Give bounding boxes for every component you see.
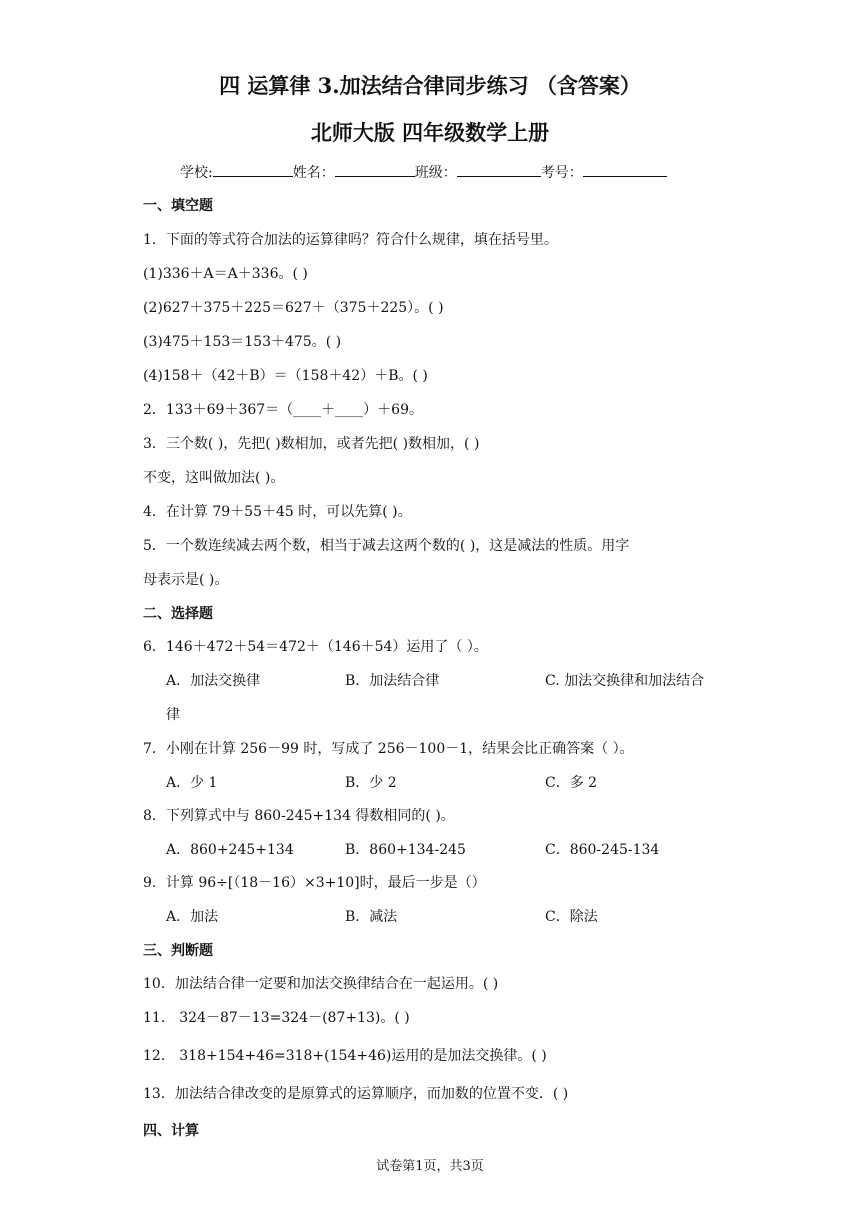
student-info-line bbox=[180, 162, 667, 183]
question-9-option-b[interactable]: B．减法 bbox=[345, 909, 398, 925]
question-10: 10．加法结合律一定要和加法交换律结合在一起运用。( ) bbox=[143, 976, 499, 992]
question-6-option-a[interactable]: A．加法交换律 bbox=[166, 673, 261, 689]
class-blank[interactable] bbox=[457, 162, 541, 177]
question-8-option-a[interactable]: A．860+245+134 bbox=[166, 842, 294, 858]
question-8-option-c[interactable]: C．860-245-134 bbox=[545, 842, 660, 858]
name-blank[interactable] bbox=[335, 162, 415, 177]
section-calculation: 四、计算 bbox=[143, 1123, 199, 1139]
exam-no-blank[interactable] bbox=[583, 162, 667, 177]
class-label: 班级： bbox=[414, 165, 457, 181]
question-7-option-c[interactable]: C．多 2 bbox=[545, 775, 598, 791]
question-8: 8．下列算式中与 860-245+134 得数相同的( )。 bbox=[143, 808, 455, 824]
section-fill-in: 一、填空题 bbox=[143, 198, 213, 214]
question-1-1: (1)336＋A＝A＋336。( ) bbox=[143, 266, 308, 282]
question-5-line-1: 5．一个数连续减去两个数，相当于减去这两个数的( )，这是减法的性质。用字 bbox=[143, 538, 630, 554]
question-6: 6．146＋472＋54＝472＋（146＋54）运用了（ ）。 bbox=[143, 639, 488, 655]
question-6-option-b[interactable]: B．加法结合律 bbox=[345, 673, 440, 689]
school-label: 学校: bbox=[180, 165, 213, 181]
question-7-option-b[interactable]: B．少 2 bbox=[345, 775, 397, 791]
question-12: 12． 318+154+46=318+(154+46)运用的是加法交换律。( ) bbox=[143, 1048, 547, 1064]
question-3-line-2: 不变，这叫做加法( )。 bbox=[143, 470, 285, 486]
question-7: 7．小刚在计算 256－99 时，写成了 256－100－1，结果会比正确答案（ ）。 bbox=[143, 741, 634, 757]
question-2: 2．133＋69＋367＝（____＋____）＋69。 bbox=[143, 402, 423, 418]
section-judgment: 三、判断题 bbox=[143, 943, 213, 959]
question-4: 4．在计算 79＋55＋45 时，可以先算( )。 bbox=[143, 504, 412, 520]
name-label: 姓名： bbox=[292, 165, 335, 181]
school-blank[interactable] bbox=[213, 162, 293, 177]
question-1-2: (2)627＋375＋225＝627＋（375＋225）。( ) bbox=[143, 300, 444, 316]
question-13: 13．加法结合律改变的是原算式的运算顺序，而加数的位置不变．( ) bbox=[143, 1086, 569, 1102]
question-9-option-a[interactable]: A．加法 bbox=[166, 909, 219, 925]
question-3-line-1: 3．三个数( )，先把( )数相加，或者先把( )数相加，( ) bbox=[143, 436, 480, 452]
document-subtitle: 北师大版 四年级数学上册 bbox=[310, 120, 550, 145]
question-9: 9．计算 96÷[（18－16）×3+10]时，最后一步是（） bbox=[143, 875, 486, 891]
question-9-option-c[interactable]: C．除法 bbox=[545, 909, 598, 925]
question-6-option-c-wrap: 律 bbox=[166, 707, 180, 723]
question-5-line-2: 母表示是( )。 bbox=[143, 572, 229, 588]
question-11: 11． 324－87－13=324－(87+13)。( ) bbox=[143, 1010, 410, 1026]
document-title: 四 运算律 3.加法结合律同步练习 （含答案） bbox=[219, 73, 641, 98]
question-1-3: (3)475＋153＝153＋475。( ) bbox=[143, 334, 342, 350]
question-7-option-a[interactable]: A．少 1 bbox=[166, 775, 218, 791]
section-choice: 二、选择题 bbox=[143, 606, 213, 622]
question-8-option-b[interactable]: B．860+134-245 bbox=[345, 842, 466, 858]
question-1: 1．下面的等式符合加法的运算律吗？符合什么规律，填在括号里。 bbox=[143, 232, 558, 248]
page-footer: 试卷第1页，共3页 bbox=[376, 1159, 484, 1174]
question-6-option-c[interactable]: C. 加法交换律和加法结合 bbox=[545, 673, 705, 689]
exam-no-label: 考号： bbox=[540, 165, 583, 181]
question-1-4: (4)158＋（42＋B）＝（158＋42）＋B。( ) bbox=[143, 368, 428, 384]
